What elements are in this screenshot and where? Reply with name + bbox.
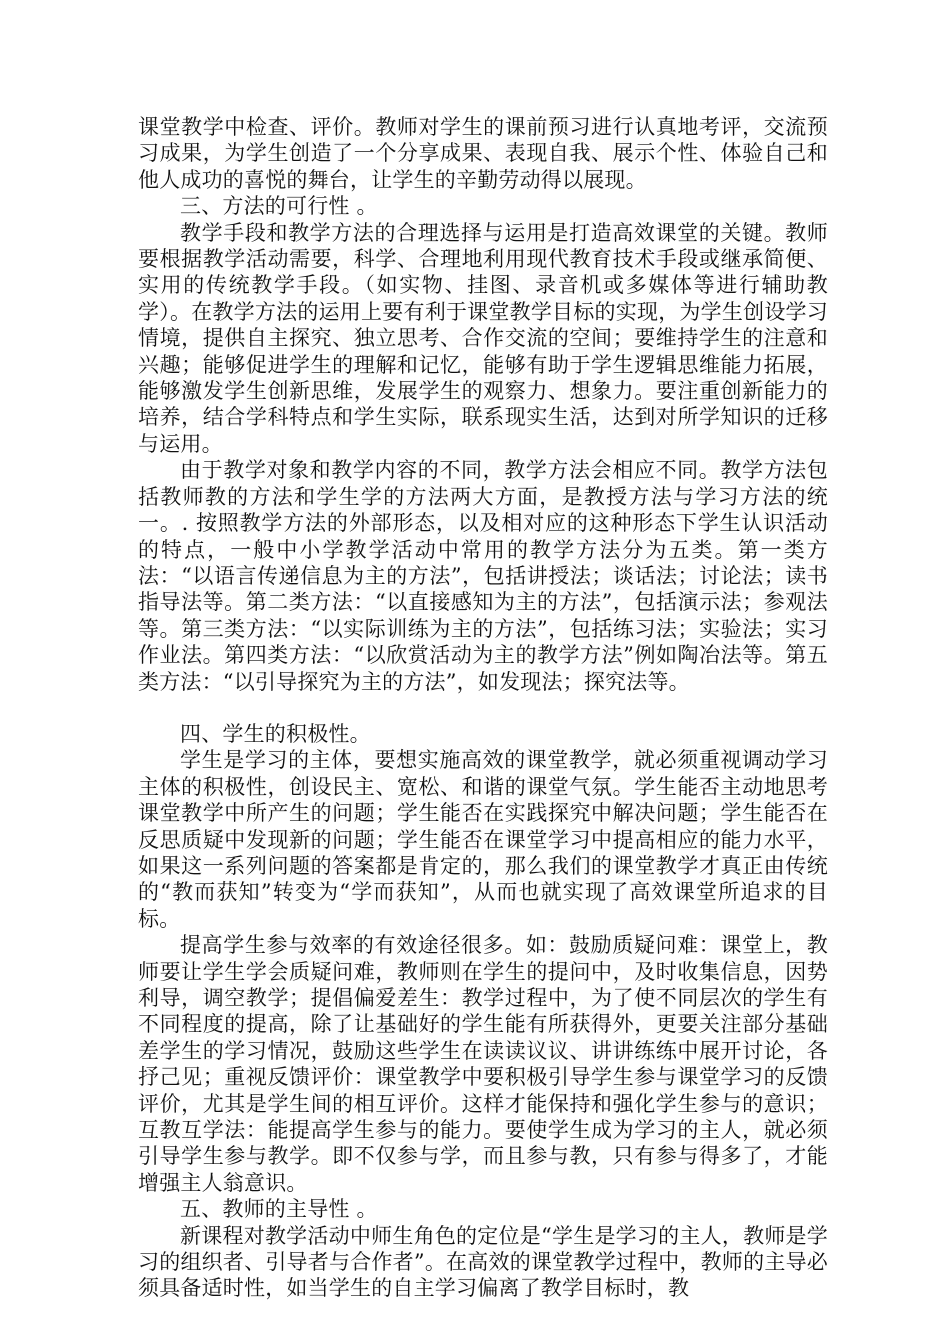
paragraph-new-curriculum: 新课程对教学活动中师生角色的定位是“学生是学习的主人，教师是学习的组织者、引导者与合作者”。在高效的课堂教学过程中，教师的主导必须具备适时性，如当学生的自主学习偏离了教学目标时，教 [138, 1223, 828, 1301]
document-body [138, 114, 828, 1302]
paragraph-teaching-means: 教学手段和教学方法的合理选择与运用是打造高效课堂的关键。教师要根据教学活动需要，科学、合理地利用现代教育技术手段或继承简便、实用的传统教学手段。（如实物、挂图、录音机或多媒体等进行辅助教学）。在教学方法的运用上要有利于课堂教学目标的实现，为学生创设学习情境，提供自主探究、独立思考、合作交流的空间；要维持学生的注意和兴趣；能够促进学生的理解和记忆，能够有助于学生逻辑思维能力拓展，能够激发学生创新思维，发展学生的观察力、想象力。要注重创新能力的培养，结合学科特点和学生实际，联系现实生活，达到对所学知识的迁移与运用。 [138, 220, 828, 456]
paragraph-preview-review: 课堂教学中检查、评价。教师对学生的课前预习进行认真地考评，交流预习成果，为学生创造了一个分享成果、表现自我、展示个性、体验自己和他人成功的喜悦的舞台，让学生的辛勤劳动得以展现。 [138, 115, 828, 192]
section-heading-teacher-guidance: 五、教师的主导性 。 [180, 1197, 378, 1222]
section-heading-student-initiative: 四、学生的积极性。 [180, 721, 371, 746]
paragraph-participation-efficiency: 提高学生参与效率的有效途径很多。如：鼓励质疑问难：课堂上，教师要让学生学会质疑问难，教师则在学生的提问中，及时收集信息，因势利导，调空教学；提倡偏爱差生：教学过程中，为了使不同层次的学生有不同程度的提高，除了让基础好的学生能有所获得外，更要关注部分基础差学生的学习情况，鼓励这些学生在读读议议、讲讲练练中展开讨论，各抒己见；重视反馈评价：课堂教学中要积极引导学生参与课堂学习的反馈评价，尤其是学生间的相互评价。这样才能保持和强化学生参与的意识；互教互学法：能提高学生参与的能力。要使学生成为学习的主人，就必须引导学生参与教学。即不仅参与学，而且参与教，只有参与得多了，才能增强主人翁意识。 [138, 933, 828, 1195]
section-heading-method-feasibility: 三、方法的可行性 。 [180, 194, 378, 219]
paragraph-student-subject: 学生是学习的主体，要想实施高效的课堂教学，就必须重视调动学习主体的积极性，创设民主、宽松、和谐的课堂气氛。学生能否主动地思考课堂教学中所产生的问题；学生能否在实践探究中解决问题；学生能否在反思质疑中发现新的问题；学生能否在课堂学习中提高相应的能力水平，如果这一系列问题的答案都是肯定的，那么我们的课堂教学才真正由传统的“教而获知”转变为“学而获知”，从而也就实现了高效课堂所追求的目标。 [138, 748, 828, 931]
paragraph-teaching-methods: 由于教学对象和教学内容的不同，教学方法会相应不同。教学方法包括教师教的方法和学生学的方法两大方面，是教授方法与学习方法的统一。. 按照教学方法的外部形态，以及相对应的这种形态下学生认识活动的特点，一般中小学教学活动中常用的教学方法分为五类。第一类方法：“以语言传递信息为主的方法”，包括讲授法；谈话法；讨论法；读书指导法等。第二类方法：“以直接感知为主的方法”，包括演示法；参观法等。第三类方法：“以实际训练为主的方法”，包括练习法；实验法；实习作业法。第四类方法：“以欣赏活动为主的教学方法”例如陶冶法等。第五类方法：“以引导探究为主的方法”，如发现法；探究法等。 [138, 458, 828, 694]
